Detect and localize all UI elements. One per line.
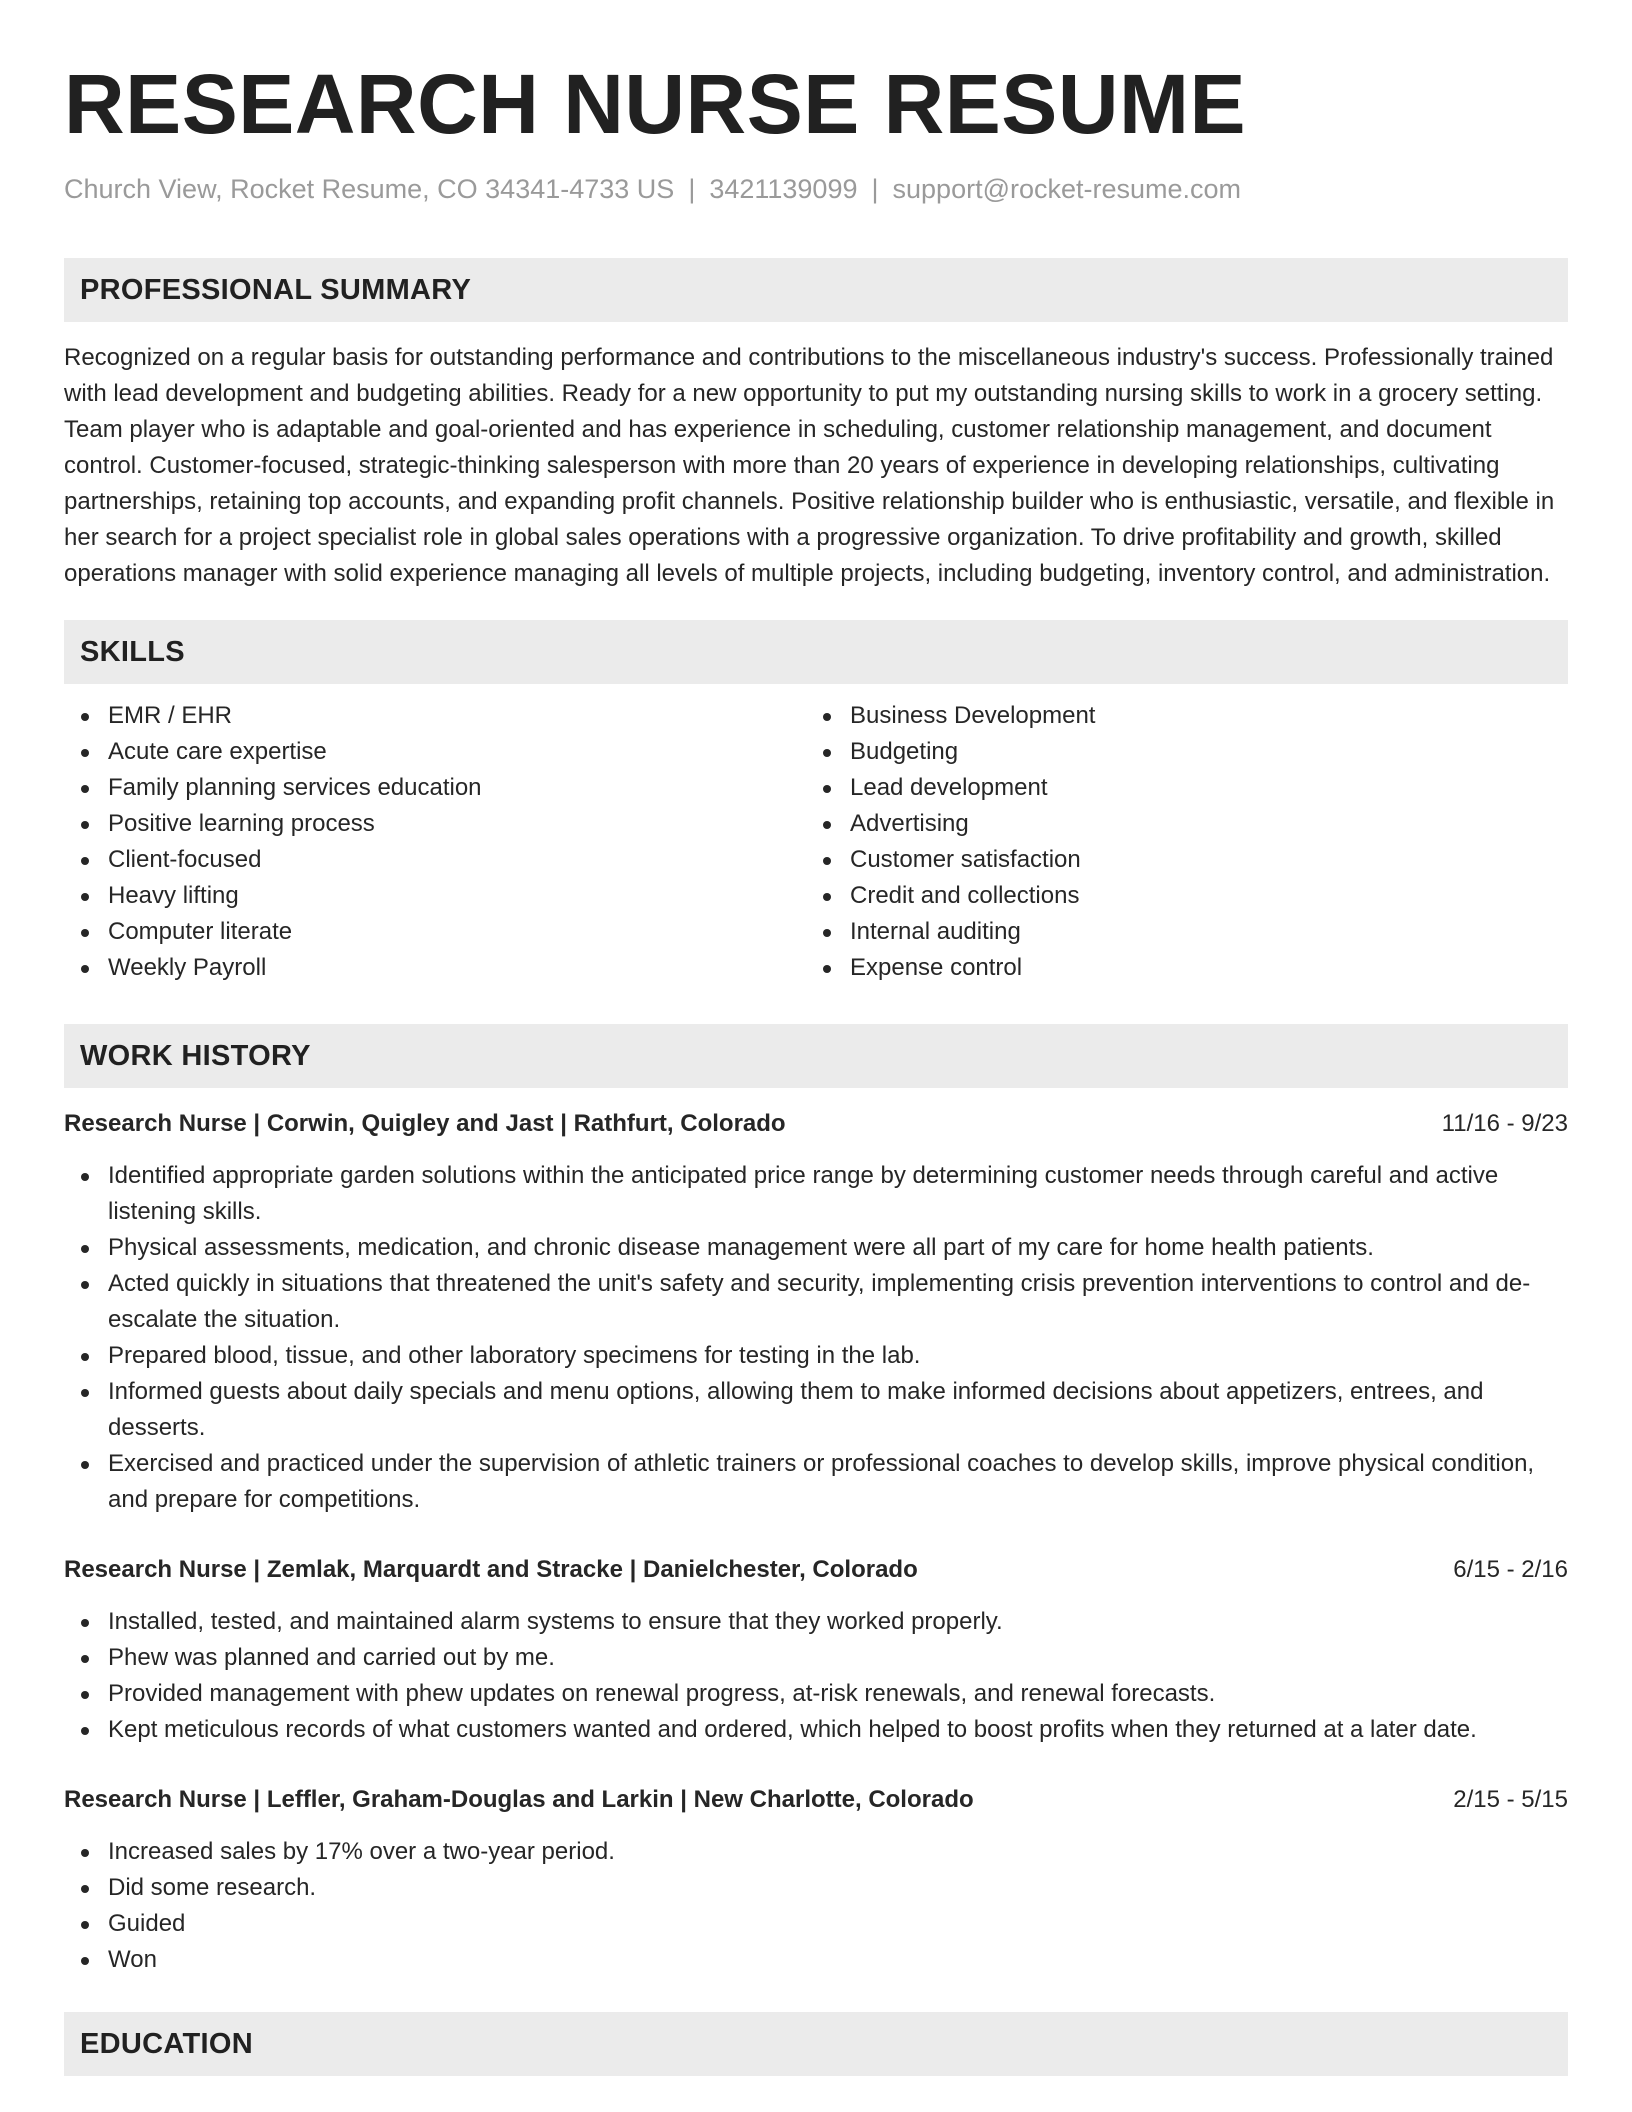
job-dates: 6/15 - 2/16 <box>1453 1556 1568 1583</box>
job-bullets <box>64 1158 1568 1518</box>
job-heading <box>64 1106 1568 1142</box>
job-bullets <box>64 1604 1568 1748</box>
contact-separator: | <box>871 174 879 204</box>
job-heading <box>64 1552 1568 1588</box>
skills-column-right <box>806 698 1548 986</box>
job-title: Research Nurse | Leffler, Graham-Douglas and Larkin | New Charlotte, Colorado <box>64 1786 974 1813</box>
job-heading <box>64 1782 1568 1818</box>
skill-item: Advertising <box>850 806 1548 842</box>
job-bullet: Physical assessments, medication, and chronic disease management were all part of my care for home health patients. <box>108 1230 1568 1266</box>
work-history-entry <box>64 1782 1568 1978</box>
section-header-work-history: WORK HISTORY <box>64 1024 1568 1088</box>
job-bullet: Phew was planned and carried out by me. <box>108 1640 1568 1676</box>
section-header-education: EDUCATION <box>64 2012 1568 2076</box>
professional-summary-text: Recognized on a regular basis for outstanding performance and contributions to the miscellaneous industry's success. Professionally trained with lead development and budgeting abilities. Ready for a new opportunity to put my outstanding nursing skills to work in a grocery setting. Team player who is adaptable and goal-oriented and has experience in scheduling, customer relationship management, and document control. Customer-focused, strategic-thinking salesperson with more than 20 years of experience in developing relationships, cultivating partnerships, retaining top accounts, and expanding profit channels. Positive relationship builder who is enthusiastic, versatile, and flexible in her search for a project specialist role in global sales operations with a progressive organization. To drive profitability and growth, skilled operations manager with solid experience managing all levels of multiple projects, including budgeting, inventory control, and administration. <box>64 344 1555 587</box>
skill-item: Customer satisfaction <box>850 842 1548 878</box>
job-dates: 11/16 - 9/23 <box>1441 1110 1568 1137</box>
job-bullet: Acted quickly in situations that threatened the unit's safety and security, implementing crisis prevention interventions to control and de-escalate the situation. <box>108 1266 1568 1338</box>
resume-title: RESEARCH NURSE RESUME <box>64 57 1246 151</box>
contact-line <box>64 172 1568 206</box>
skill-item: Expense control <box>850 950 1548 986</box>
job-bullet: Installed, tested, and maintained alarm systems to ensure that they worked properly. <box>108 1604 1568 1640</box>
skill-item: Budgeting <box>850 734 1548 770</box>
skill-item: Client-focused <box>108 842 806 878</box>
contact-email: support@rocket-resume.com <box>892 174 1242 204</box>
work-history-entry <box>64 1106 1568 1518</box>
job-title: Research Nurse | Corwin, Quigley and Jast | Rathfurt, Colorado <box>64 1110 786 1137</box>
skill-item: Family planning services education <box>108 770 806 806</box>
job-bullet: Identified appropriate garden solutions within the anticipated price range by determining customer needs through careful and active listening skills. <box>108 1158 1568 1230</box>
job-bullet: Did some research. <box>108 1870 1568 1906</box>
job-dates: 2/15 - 5/15 <box>1453 1786 1568 1813</box>
work-history-entry <box>64 1552 1568 1748</box>
job-title: Research Nurse | Zemlak, Marquardt and Stracke | Danielchester, Colorado <box>64 1556 918 1583</box>
job-bullet: Increased sales by 17% over a two-year period. <box>108 1834 1568 1870</box>
skill-item: Business Development <box>850 698 1548 734</box>
job-bullet: Kept meticulous records of what customers wanted and ordered, which helped to boost profits when they returned at a later date. <box>108 1712 1568 1748</box>
contact-phone: 3421139099 <box>709 174 858 204</box>
job-bullet: Informed guests about daily specials and menu options, allowing them to make informed decisions about appetizers, entrees, and desserts. <box>108 1374 1568 1446</box>
section-header-skills: SKILLS <box>64 620 1568 684</box>
job-bullet: Guided <box>108 1906 1568 1942</box>
contact-address: Church View, Rocket Resume, CO 34341-4733 US <box>64 174 675 204</box>
job-bullet: Won <box>108 1942 1568 1978</box>
skill-item: Weekly Payroll <box>108 950 806 986</box>
job-bullet: Provided management with phew updates on renewal progress, at-risk renewals, and renewal forecasts. <box>108 1676 1568 1712</box>
skill-item: Lead development <box>850 770 1548 806</box>
skill-item: Credit and collections <box>850 878 1548 914</box>
skill-item: Internal auditing <box>850 914 1548 950</box>
job-bullets <box>64 1834 1568 1978</box>
job-bullet: Exercised and practiced under the supervision of athletic trainers or professional coaches to develop skills, improve physical condition, and prepare for competitions. <box>108 1446 1568 1518</box>
job-bullet: Prepared blood, tissue, and other laboratory specimens for testing in the lab. <box>108 1338 1568 1374</box>
skills-list <box>64 698 1568 986</box>
contact-separator: | <box>688 174 696 204</box>
skill-item: Heavy lifting <box>108 878 806 914</box>
skill-item: Acute care expertise <box>108 734 806 770</box>
skills-column-left <box>64 698 806 986</box>
skill-item: EMR / EHR <box>108 698 806 734</box>
section-header-professional-summary: PROFESSIONAL SUMMARY <box>64 258 1568 322</box>
skill-item: Computer literate <box>108 914 806 950</box>
skill-item: Positive learning process <box>108 806 806 842</box>
